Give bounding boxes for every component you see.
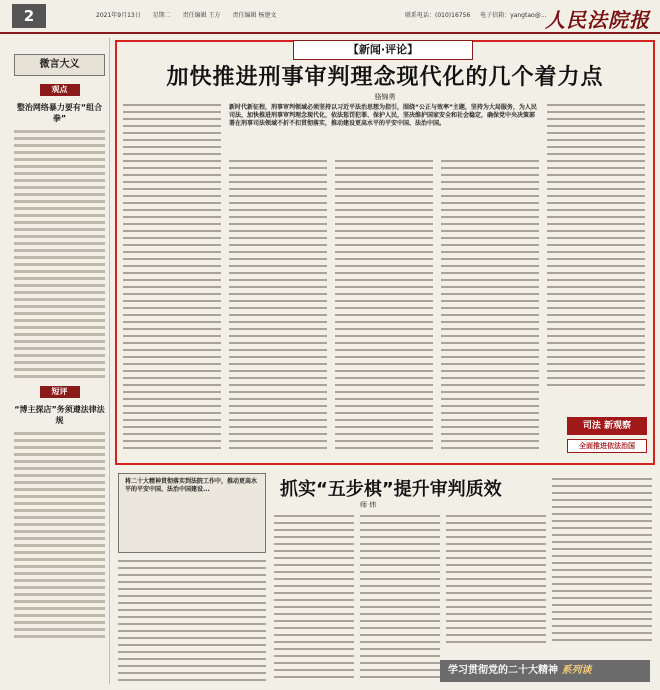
lower-summary-box (118, 473, 266, 553)
contact-phone: 联系电话：(010)16756 (405, 12, 471, 19)
lower-text-col-1 (118, 560, 266, 686)
opinion-tag: 观点 (40, 84, 80, 96)
article-text-col-4 (441, 160, 539, 454)
article-text-col-2 (229, 160, 327, 454)
lower-text-col-5 (552, 478, 652, 646)
sidebar-title-2[interactable]: “博主探店”务须遵法律法规 (14, 405, 105, 425)
article-lead: 新时代新征程，刑事审判领域必须坚持以习近平法治思想为指引，围绕“公正与效率”主题，坚持为大局服务，为人民司法，加快推进刑事审判理念现代化，依法惩罚犯罪、保护人民，坚决维护国家安全和社会稳定，确保党中央决策部署在刑事司法领域不折不扣贯彻落实，推动建设更高水平的平安中国、法治中国。 (229, 104, 537, 127)
lower-text-col-3 (360, 515, 440, 683)
article-title[interactable]: 加快推进刑事审判理念现代化的几个着力点 (166, 65, 604, 90)
sidebar-box: 微言大义 (14, 54, 105, 76)
sidebar-text-1 (14, 130, 105, 378)
column-badge (567, 417, 647, 457)
layout-editor: 责任编辑 杨建文 (232, 12, 277, 19)
header-meta (96, 10, 286, 19)
column-label: 【新闻·评论】 (293, 40, 473, 60)
lower-article-author: 师 炜 (360, 501, 377, 509)
contact-email: 电子信箱：yangtao@... (480, 12, 547, 19)
article-text-col-5 (547, 104, 645, 391)
left-column (10, 38, 110, 684)
article-author: 骆锦勇 (374, 93, 396, 101)
lower-text-col-2 (274, 515, 354, 683)
page-header (0, 0, 660, 34)
weekday: 星期二 (152, 12, 171, 19)
lower-text-col-4 (446, 515, 546, 648)
paper-name: 人民法院报 (545, 8, 650, 32)
lower-article-title[interactable]: 抓实“五步棋”提升审判质效 (280, 479, 502, 500)
short-comment-tag: 短评 (40, 386, 80, 398)
series-banner-emph: 系列谈 (561, 665, 592, 676)
article-text-col-1 (123, 104, 221, 454)
editor: 责任编辑 王方 (182, 12, 221, 19)
summary-text: 将二十大精神贯彻落实到法院工作中，推动更高水平的平安中国、法治中国建设... (125, 478, 258, 493)
sidebar-text-2 (14, 432, 105, 638)
issue-date: 2021年9月13日 (96, 12, 141, 19)
badge-title: 司法 新观察 (567, 417, 647, 435)
page-number: 2 (12, 4, 46, 28)
featured-article (115, 40, 655, 465)
sidebar-title-1[interactable]: 整治网络暴力要有“组合拳” (16, 103, 103, 123)
series-banner (440, 660, 650, 682)
badge-subtitle: 全面推进依法治国 (567, 439, 647, 453)
header-contact (405, 10, 554, 19)
article-text-col-3 (335, 160, 433, 454)
series-banner-text: 学习贯彻党的二十大精神 (448, 665, 558, 676)
